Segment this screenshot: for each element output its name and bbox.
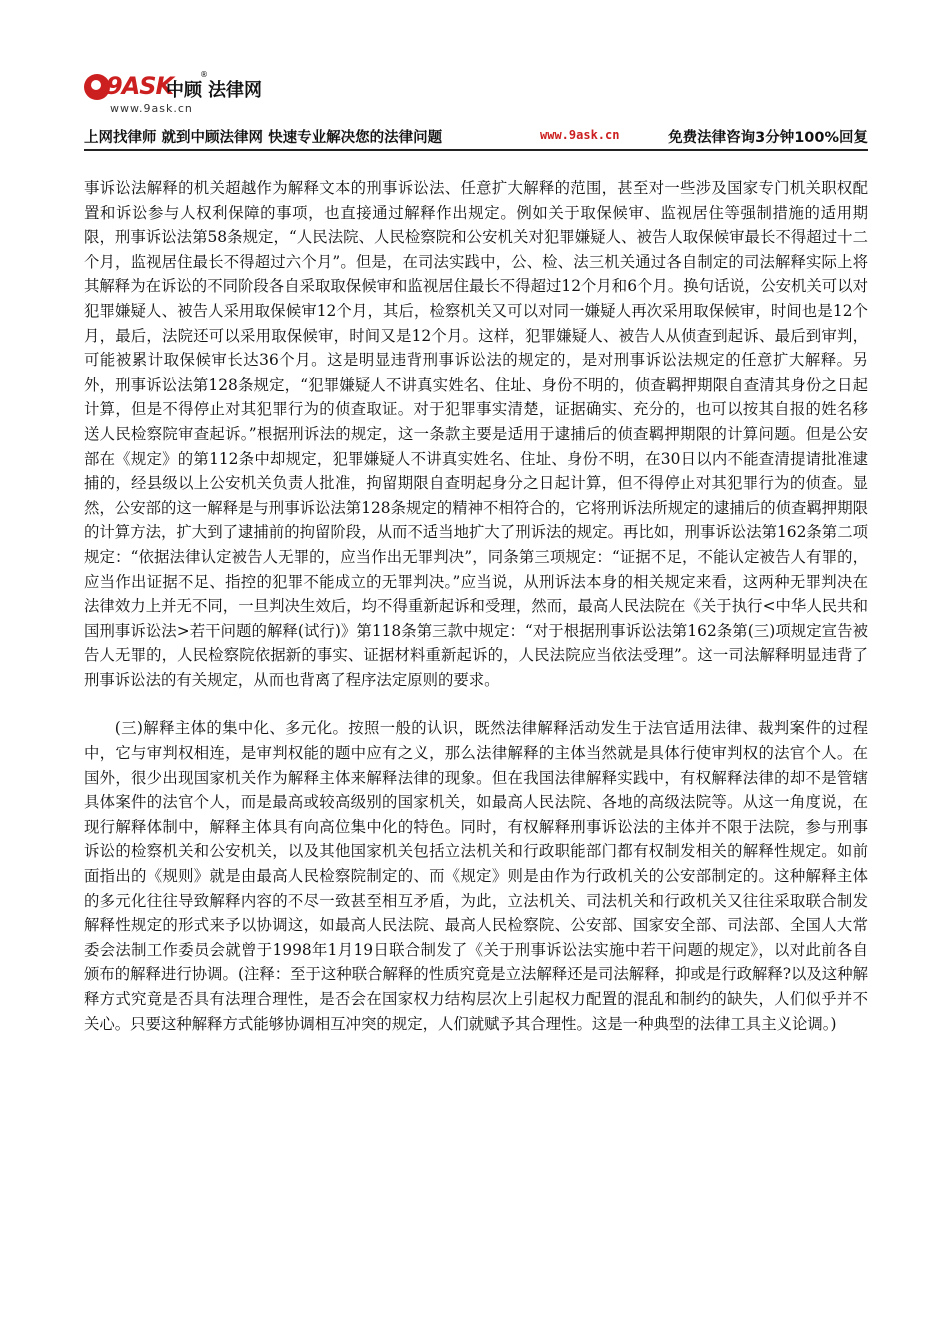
tagline-bar [84,126,868,148]
site-logo[interactable] [84,72,304,120]
logo-brand: 中顾 [166,80,202,101]
page-header [84,72,868,152]
body-paragraph-2: (三)解释主体的集中化、多元化。按照一般的认识，既然法律解释活动发生于法官适用法律、裁判案件的过程中，它与审判权相连，是审判权能的题中应有之义，那么法律解释的主体当然就是具体行使审判权的法官个人。在国外，很少出现国家机关作为解释主体来解释法律的现象。但在我国法律解释实践中，有权解释法律的却不是管辖具体案件的法官个人，而是最高或较高级别的国家机关，如最高人民法院、各地的高级法院等。从这一角度说，在现行解释体制中，解释主体具有向高位集中化的特色。同时，有权解释刑事诉讼法的主体并不限于法院，参与刑事诉讼的检察机关和公安机关，以及其他国家机关包括立法机关和行政职能部门都有权制发相关的解释性规定。如前面指出的《规则》就是由最高人民检察院制定的、而《规定》则是由作为行政机关的公安部制定的。这种解释主体的多元化往往导致解释内容的不尽一致甚至相互矛盾，为此，立法机关、司法机关和行政机关又往往采取联合制发解释性规定的形式来予以协调这，如最高人民法院、最高人民检察院、公安部、国家安全部、司法部、全国人大常委会法制工作委员会就曾于1998年1月19日联合制发了《关于刑事诉讼法实施中若干问题的规定》，以对此前各自颁布的解释进行协调。(注释：至于这种联合解释的性质究竟是立法解释还是司法解释，抑或是行政解释?以及这种解释方式究竟是否具有法理合理性，是否会在国家权力结构层次上引起权力配置的混乱和制约的缺失，人们似乎并不关心。只要这种解释方式能够协调相互冲突的规定，人们就赋予其合理性。这是一种典型的法律工具主义论调。) [84,719,868,1033]
logo-url: www.9ask.cn [110,102,193,115]
tagline-url-link[interactable]: www.9ask.cn [540,128,620,142]
logo-name: 9ASK [106,72,174,100]
tagline-right: 免费法律咨询3分钟100%回复 [668,130,868,146]
body-paragraph-1: 事诉讼法解释的机关超越作为解释文本的刑事诉讼法、任意扩大解释的范围，甚至对一些涉及国家专门机关职权配置和诉讼参与人权利保障的事项，也直接通过解释作出规定。例如关于取保候审、监视居住等强制措施的适用期限，刑事诉讼法第58条规定，“人民法院、人民检察院和公安机关对犯罪嫌疑人、被告人取保候审最长不得超过十二个月，监视居住最长不得超过六个月”。但是，在司法实践中，公、检、法三机关通过各自制定的司法解释实际上将其解释为在诉讼的不同阶段各自采取取保候审和监视居住最长不得超过12个月和6个月。换句话说，公安机关可以对犯罪嫌疑人、被告人采用取保候审12个月，其后，检察机关又可以对同一嫌疑人再次采用取保候审，时间也是12个月，最后，法院还可以采用取保候审，时间又是12个月。这样，犯罪嫌疑人、被告人从侦查到起诉、最后到审判，可能被累计取保候审长达36个月。这是明显违背刑事诉讼法的规定的，是对刑事诉讼法规定的任意扩大解释。另外，刑事诉讼法第128条规定，“犯罪嫌疑人不讲真实姓名、住址、身份不明的，侦查羁押期限自查清其身份之日起计算，但是不得停止对其犯罪行为的侦查取证。对于犯罪事实清楚，证据确实、充分的，也可以按其自报的姓名移送人民检察院审查起诉。”根据刑诉法的规定，这一条款主要是适用于逮捕后的侦查羁押期限的计算问题。但是公安部在《规定》的第112条中却规定，犯罪嫌疑人不讲真实姓名、住址、身份不明，在30日以内不能查清提请批准逮捕的，经县级以上公安机关负责人批准，拘留期限自查明起身分之日起计算，但不得停止对其犯罪行为的侦查。显然，公安部的这一解释是与刑事诉讼法第128条规定的精神不相符合的，它将刑诉法所规定的逮捕后的侦查羁押期限的计算方法，扩大到了逮捕前的拘留阶段，从而不适当地扩大了刑诉法的规定。再比如，刑事诉讼法第162条第二项规定：“依据法律认定被告人无罪的，应当作出无罪判决”，同条第三项规定：“证据不足，不能认定被告人有罪的，应当作出证据不足、指控的犯罪不能成立的无罪判决。”应当说，从刑诉法本身的相关规定来看，这两种无罪判决在法律效力上并无不同，一旦判决生效后，均不得重新起诉和受理，然而，最高人民法院在《关于执行<中华人民共和国刑事诉讼法>若干问题的解释(试行)》第118条第三款中规定：“对于根据刑事诉讼法第162条第(三)项规定宣告被告人无罪的，人民检察院依据新的事实、证据材料重新起诉的，人民法院应当依法受理”。这一司法解释明显违背了刑事诉讼法的有关规定，从而也背离了程序法定原则的要求。 [84,179,868,689]
document-body [84,176,868,1036]
header-divider [84,149,868,151]
logo-law-site: 法律网 [208,80,262,101]
logo-chinese-title [166,76,262,102]
registered-mark: ® [200,70,208,79]
tagline-left: 上网找律师 就到中顾法律网 快速专业解决您的法律问题 [84,130,443,146]
